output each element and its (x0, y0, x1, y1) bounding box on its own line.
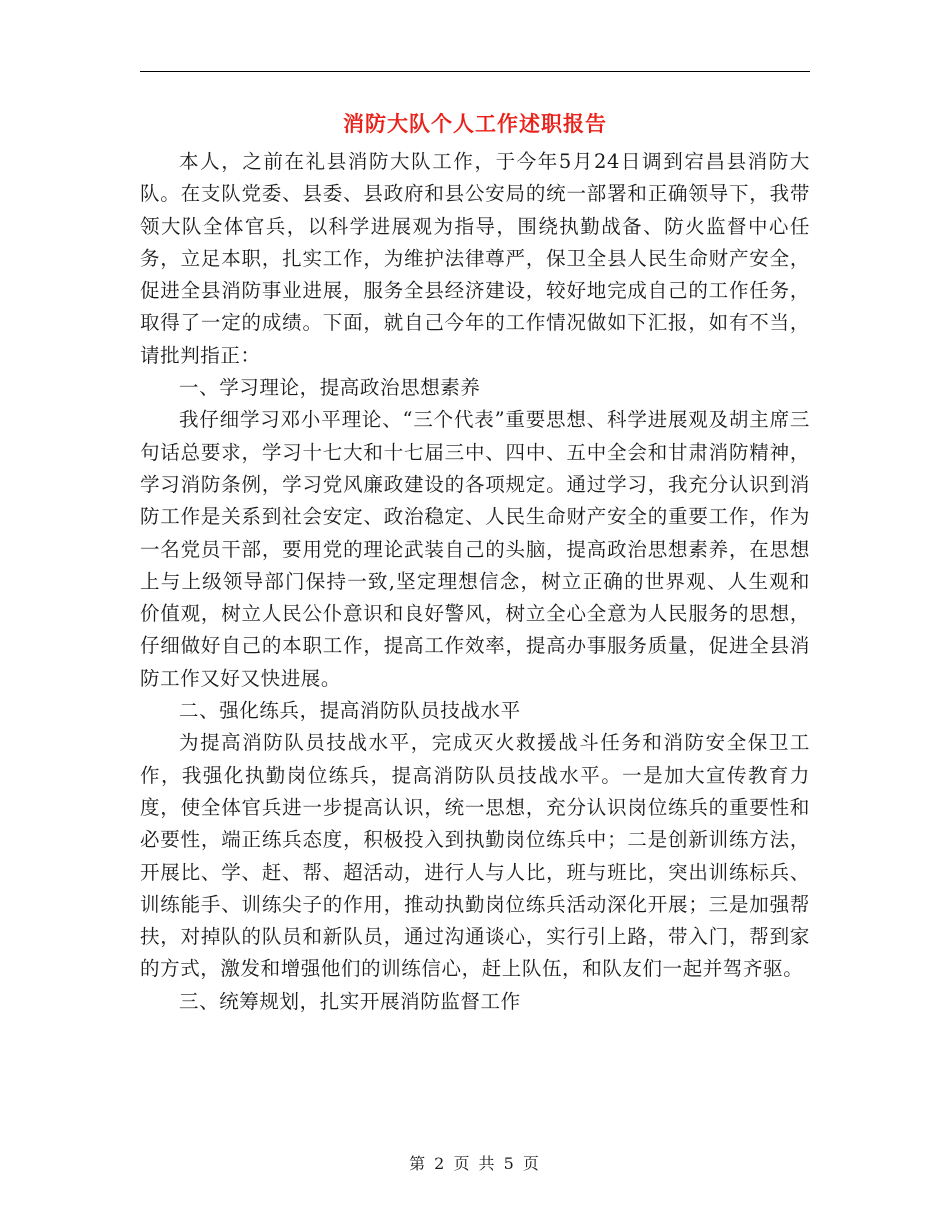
document-body (140, 146, 810, 1018)
section-heading-2: 二、强化练兵，提高消防队员技战水平 (179, 699, 521, 723)
page-number-footer: 第 2 页 共 5 页 (409, 1154, 541, 1173)
section-heading-3: 三、统筹规划，扎实开展消防监督工作 (179, 989, 521, 1013)
header-rule (140, 71, 810, 72)
paragraph-section-1: 我仔细学习邓小平理论、“三个代表”重要思想、科学进展观及胡主席三句话总要求，学习十七大和十七届三中、四中、五中全会和甘肃消防精神，学习消防条例，学习党风廉政建设的各项规定。通过学习，我充分认识到消防工作是关系到社会安定、政治稳定、人民生命财产安全的重要工作，作为一名党员干部，要用党的理论武装自己的头脑，提高政治思想素养，在思想上与上级领导部门保持一致,坚定理想信念，树立正确的世界观、人生观和价值观，树立人民公仆意识和良好警风，树立全心全意为人民服务的思想，仔细做好自己的本职工作，提高工作效率，提高办事服务质量，促进全县消防工作又好又快进展。 (140, 408, 810, 690)
section-heading-1: 一、学习理论，提高政治思想素养 (179, 376, 481, 400)
paragraph-intro: 本人，之前在礼县消防大队工作，于今年5月24日调到宕昌县消防大队。在支队党委、县委、县政府和县公安局的统一部署和正确领导下，我带领大队全体官兵，以科学进展观为指导，围绕执勤战备、防火监督中心任务，立足本职，扎实工作，为维护法律尊严，保卫全县人民生命财产安全，促进全县消防事业进展，服务全县经济建设，较好地完成自己的工作任务，取得了一定的成绩。下面，就自己今年的工作情况做如下汇报，如有不当，请批判指正： (140, 150, 810, 367)
document-title: 消防大队个人工作述职报告 (343, 111, 607, 136)
paragraph-section-2: 为提高消防队员技战水平，完成灭火救援战斗任务和消防安全保卫工作，我强化执勤岗位练兵，提高消防队员技战水平。一是加大宣传教育力度，使全体官兵进一步提高认识，统一思想，充分认识岗位练兵的重要性和必要性，端正练兵态度，积极投入到执勤岗位练兵中；二是创新训练方法，开展比、学、赶、帮、超活动，进行人与人比，班与班比，突出训练标兵、训练能手、训练尖子的作用，推动执勤岗位练兵活动深化开展；三是加强帮扶，对掉队的队员和新队员，通过沟通谈心，实行引上路，带入门，帮到家的方式，激发和增强他们的训练信心，赶上队伍，和队友们一起并驾齐驱。 (140, 731, 810, 981)
